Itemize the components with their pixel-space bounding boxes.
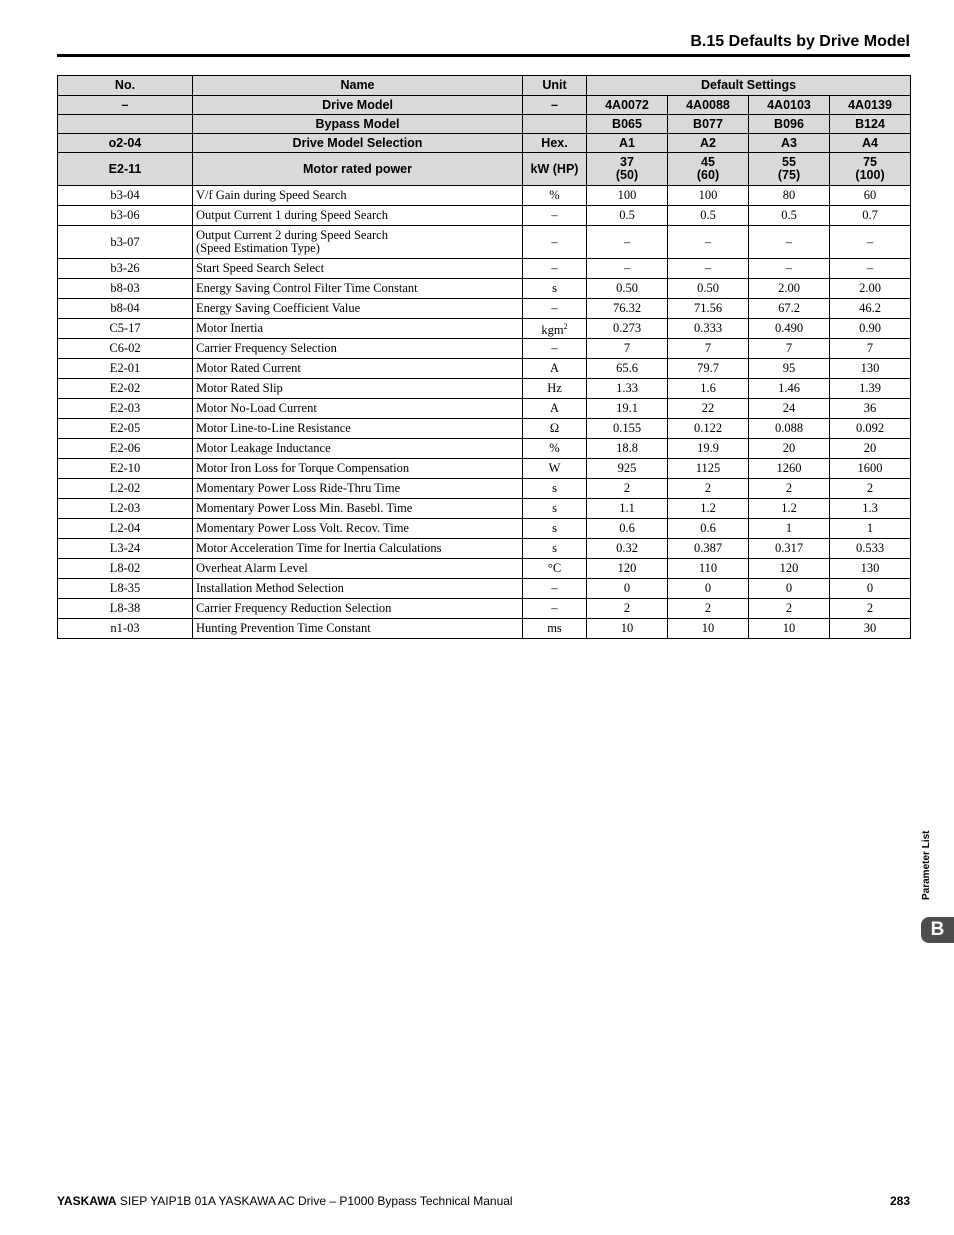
param-default-value: 0.122 xyxy=(668,419,749,439)
bypass-model-value: B065 xyxy=(587,115,668,134)
param-unit xyxy=(523,299,587,319)
param-unit-text: A xyxy=(549,361,560,375)
table-row xyxy=(58,259,911,279)
col-header-defaults: Default Settings xyxy=(587,76,911,96)
param-default-value: – xyxy=(668,226,749,259)
param-unit-text: ms xyxy=(547,621,562,635)
param-name-line: Motor Rated Slip xyxy=(196,381,283,395)
param-unit xyxy=(523,319,587,339)
param-default-value: 2 xyxy=(668,599,749,619)
param-no: L2-04 xyxy=(58,519,193,539)
param-name-line: Momentary Power Loss Volt. Recov. Time xyxy=(196,521,409,535)
param-default-value: 0.32 xyxy=(587,539,668,559)
param-default-value: 2 xyxy=(749,479,830,499)
table-row xyxy=(58,419,911,439)
param-default-value: 0.50 xyxy=(587,279,668,299)
param-name xyxy=(193,619,523,639)
param-default-value: 2 xyxy=(587,479,668,499)
param-default-value: 60 xyxy=(830,186,911,206)
rated-power-hp: (50) xyxy=(615,168,639,182)
param-name-line: V/f Gain during Speed Search xyxy=(196,188,347,202)
param-name xyxy=(193,379,523,399)
rated-power-value xyxy=(668,153,749,186)
param-no: b3-07 xyxy=(58,226,193,259)
param-no: b3-04 xyxy=(58,186,193,206)
param-default-value: 0.317 xyxy=(749,539,830,559)
param-unit xyxy=(523,559,587,579)
param-default-value: 1.6 xyxy=(668,379,749,399)
table-row xyxy=(58,339,911,359)
param-name xyxy=(193,579,523,599)
table-row xyxy=(58,439,911,459)
param-default-value: 2 xyxy=(830,599,911,619)
param-default-value: 100 xyxy=(668,186,749,206)
rated-power-kw: 75 xyxy=(863,155,877,169)
model-selection-value: A4 xyxy=(830,134,911,153)
model-selection-value: A3 xyxy=(749,134,830,153)
param-default-value: 1125 xyxy=(668,459,749,479)
param-unit-text: % xyxy=(549,188,560,202)
table-row xyxy=(58,279,911,299)
param-default-value: 0.490 xyxy=(749,319,830,339)
drive-model-value: 4A0139 xyxy=(830,96,911,115)
param-name-line: Installation Method Selection xyxy=(196,581,344,595)
param-name xyxy=(193,599,523,619)
param-default-value: 0.273 xyxy=(587,319,668,339)
rated-power-kw: 37 xyxy=(620,155,634,169)
param-default-value: – xyxy=(587,226,668,259)
param-default-value: 130 xyxy=(830,359,911,379)
param-default-value: 95 xyxy=(749,359,830,379)
table-row xyxy=(58,226,911,259)
table-row xyxy=(58,399,911,419)
param-default-value: 0 xyxy=(668,579,749,599)
param-default-value: 2 xyxy=(830,479,911,499)
param-unit-text: A xyxy=(549,401,560,415)
param-default-value: – xyxy=(830,259,911,279)
param-default-value: 67.2 xyxy=(749,299,830,319)
param-default-value: 1.2 xyxy=(668,499,749,519)
param-unit-text: s xyxy=(552,521,557,535)
param-default-value: 2.00 xyxy=(749,279,830,299)
footer-brand: YASKAWA xyxy=(57,1194,117,1208)
param-unit-text: % xyxy=(549,441,560,455)
param-default-value: 36 xyxy=(830,399,911,419)
table-row xyxy=(58,379,911,399)
param-default-value: 10 xyxy=(749,619,830,639)
param-no: L8-38 xyxy=(58,599,193,619)
param-unit-text: s xyxy=(552,481,557,495)
param-unit-text: W xyxy=(548,461,561,475)
param-default-value: 2 xyxy=(749,599,830,619)
param-default-value: 30 xyxy=(830,619,911,639)
param-unit-text: Hz xyxy=(547,381,562,395)
table-row xyxy=(58,479,911,499)
table-row xyxy=(58,299,911,319)
param-name xyxy=(193,479,523,499)
col-header-name: Name xyxy=(193,76,523,96)
side-section-label: Parameter List xyxy=(921,830,932,900)
param-unit-superscript: 2 xyxy=(563,321,568,331)
param-default-value: 0.90 xyxy=(830,319,911,339)
param-default-value: 925 xyxy=(587,459,668,479)
param-default-value: 7 xyxy=(668,339,749,359)
page-number: 283 xyxy=(889,1194,910,1208)
param-unit xyxy=(523,339,587,359)
param-name-line: Motor Iron Loss for Torque Compensation xyxy=(196,461,410,475)
footer xyxy=(57,1194,910,1208)
model-selection-label: Drive Model Selection xyxy=(193,134,523,153)
param-default-value: 0.7 xyxy=(830,206,911,226)
rated-power-no: E2-11 xyxy=(58,153,193,186)
section-title: B.15 Defaults by Drive Model xyxy=(690,33,910,50)
bypass-model-value: B077 xyxy=(668,115,749,134)
param-unit-text: s xyxy=(552,501,557,515)
param-default-value: 0.092 xyxy=(830,419,911,439)
table-row xyxy=(58,559,911,579)
param-default-value: 0.088 xyxy=(749,419,830,439)
param-name-line: Motor No-Load Current xyxy=(196,401,317,415)
param-default-value: 1260 xyxy=(749,459,830,479)
table-row xyxy=(58,359,911,379)
side-tab: B xyxy=(921,917,954,943)
param-name xyxy=(193,319,523,339)
bypass-model-no xyxy=(58,115,193,134)
model-selection-value: A1 xyxy=(587,134,668,153)
param-default-value: 1.1 xyxy=(587,499,668,519)
param-default-value: 76.32 xyxy=(587,299,668,319)
param-default-value: 1.2 xyxy=(749,499,830,519)
param-name-line: Carrier Frequency Selection xyxy=(196,341,337,355)
param-no: L8-35 xyxy=(58,579,193,599)
param-default-value: 7 xyxy=(587,339,668,359)
param-unit xyxy=(523,259,587,279)
param-no: C5-17 xyxy=(58,319,193,339)
rated-power-hp: (75) xyxy=(777,168,801,182)
rated-power-hp: (60) xyxy=(696,168,720,182)
param-no: C6-02 xyxy=(58,339,193,359)
param-unit xyxy=(523,439,587,459)
param-name-line: (Speed Estimation Type) xyxy=(196,241,320,255)
param-no: E2-06 xyxy=(58,439,193,459)
param-unit xyxy=(523,459,587,479)
footer-text: SIEP YAIP1B 01A YASKAWA AC Drive – P1000 Bypass Technical Manual xyxy=(116,1194,513,1208)
param-default-value: 2 xyxy=(587,599,668,619)
param-unit xyxy=(523,226,587,259)
param-default-value: 0 xyxy=(830,579,911,599)
param-unit xyxy=(523,619,587,639)
param-default-value: 10 xyxy=(587,619,668,639)
rated-power-value xyxy=(587,153,668,186)
param-name-line: Output Current 1 during Speed Search xyxy=(196,208,388,222)
param-name xyxy=(193,499,523,519)
param-default-value: 0.155 xyxy=(587,419,668,439)
param-unit-text: °C xyxy=(547,561,562,575)
param-default-value: 0.5 xyxy=(587,206,668,226)
param-default-value: 1 xyxy=(830,519,911,539)
param-default-value: 10 xyxy=(668,619,749,639)
param-no: b3-06 xyxy=(58,206,193,226)
param-default-value: 1.46 xyxy=(749,379,830,399)
param-default-value: 1.33 xyxy=(587,379,668,399)
model-selection-row xyxy=(58,134,911,153)
param-unit xyxy=(523,539,587,559)
param-default-value: 0.6 xyxy=(668,519,749,539)
param-unit xyxy=(523,399,587,419)
param-default-value: 65.6 xyxy=(587,359,668,379)
param-no: L2-02 xyxy=(58,479,193,499)
param-no: E2-10 xyxy=(58,459,193,479)
parameter-table-body xyxy=(58,76,911,639)
param-unit-text: – xyxy=(551,601,558,615)
param-default-value: 0.5 xyxy=(668,206,749,226)
param-default-value: 2.00 xyxy=(830,279,911,299)
param-default-value: 0.333 xyxy=(668,319,749,339)
param-default-value: 130 xyxy=(830,559,911,579)
param-unit xyxy=(523,499,587,519)
param-name-line: Overheat Alarm Level xyxy=(196,561,308,575)
param-no: L2-03 xyxy=(58,499,193,519)
param-name xyxy=(193,419,523,439)
rated-power-kw: 55 xyxy=(782,155,796,169)
param-unit-text: – xyxy=(551,234,558,249)
param-no: b8-03 xyxy=(58,279,193,299)
param-default-value: 71.56 xyxy=(668,299,749,319)
param-name-line: Motor Rated Current xyxy=(196,361,301,375)
param-default-value: 0 xyxy=(749,579,830,599)
param-name xyxy=(193,259,523,279)
param-unit xyxy=(523,599,587,619)
param-name xyxy=(193,439,523,459)
bypass-model-label: Bypass Model xyxy=(193,115,523,134)
param-unit xyxy=(523,379,587,399)
param-no: b3-26 xyxy=(58,259,193,279)
param-default-value: – xyxy=(749,259,830,279)
param-unit-text: – xyxy=(551,341,558,355)
param-name xyxy=(193,459,523,479)
rated-power-row xyxy=(58,153,911,186)
param-unit xyxy=(523,419,587,439)
param-default-value: 1.3 xyxy=(830,499,911,519)
param-name-line: Carrier Frequency Reduction Selection xyxy=(196,601,392,615)
param-name-line: Motor Line-to-Line Resistance xyxy=(196,421,351,435)
drive-model-value: 4A0072 xyxy=(587,96,668,115)
table-row xyxy=(58,599,911,619)
param-name xyxy=(193,226,523,259)
col-header-no: No. xyxy=(58,76,193,96)
param-name-line: Momentary Power Loss Ride-Thru Time xyxy=(196,481,401,495)
param-unit xyxy=(523,206,587,226)
param-default-value: 19.1 xyxy=(587,399,668,419)
table-row xyxy=(58,619,911,639)
table-row xyxy=(58,186,911,206)
drive-model-row xyxy=(58,96,911,115)
param-default-value: 80 xyxy=(749,186,830,206)
param-default-value: 24 xyxy=(749,399,830,419)
param-default-value: 120 xyxy=(749,559,830,579)
param-name xyxy=(193,519,523,539)
param-name xyxy=(193,559,523,579)
drive-model-value: 4A0088 xyxy=(668,96,749,115)
param-name xyxy=(193,399,523,419)
param-unit xyxy=(523,359,587,379)
param-no: b8-04 xyxy=(58,299,193,319)
param-name-line: Motor Inertia xyxy=(196,321,263,335)
param-default-value: 0.387 xyxy=(668,539,749,559)
param-default-value: 0.6 xyxy=(587,519,668,539)
param-default-value: 20 xyxy=(830,439,911,459)
param-unit xyxy=(523,479,587,499)
param-no: E2-03 xyxy=(58,399,193,419)
param-unit xyxy=(523,186,587,206)
param-name-line: Energy Saving Control Filter Time Constant xyxy=(196,281,418,295)
param-name xyxy=(193,299,523,319)
param-name-line: Motor Leakage Inductance xyxy=(196,441,331,455)
param-name-line: Energy Saving Coefficient Value xyxy=(196,301,361,315)
col-header-unit: Unit xyxy=(523,76,587,96)
param-no: L3-24 xyxy=(58,539,193,559)
param-default-value: 0.5 xyxy=(749,206,830,226)
bypass-model-value: B096 xyxy=(749,115,830,134)
param-name-line: Motor Acceleration Time for Inertia Calculations xyxy=(196,541,442,555)
param-unit-text: – xyxy=(551,208,558,222)
bypass-model-row xyxy=(58,115,911,134)
param-name xyxy=(193,539,523,559)
drive-model-no: – xyxy=(58,96,193,115)
param-default-value: 110 xyxy=(668,559,749,579)
param-unit-text: s xyxy=(552,281,557,295)
table-row xyxy=(58,499,911,519)
bypass-model-value: B124 xyxy=(830,115,911,134)
param-unit-text: s xyxy=(552,541,557,555)
param-no: L8-02 xyxy=(58,559,193,579)
param-name xyxy=(193,206,523,226)
param-default-value: – xyxy=(587,259,668,279)
param-default-value: 120 xyxy=(587,559,668,579)
param-default-value: 18.8 xyxy=(587,439,668,459)
param-name-line: Momentary Power Loss Min. Basebl. Time xyxy=(196,501,413,515)
rated-power-value xyxy=(749,153,830,186)
param-default-value: 7 xyxy=(830,339,911,359)
param-default-value: 1 xyxy=(749,519,830,539)
param-unit-text: Ω xyxy=(549,421,560,435)
param-name-line: Hunting Prevention Time Constant xyxy=(196,621,371,635)
param-default-value: 22 xyxy=(668,399,749,419)
param-default-value: 7 xyxy=(749,339,830,359)
param-unit-text: – xyxy=(551,261,558,275)
param-name xyxy=(193,359,523,379)
param-default-value: 1.39 xyxy=(830,379,911,399)
model-selection-no: o2-04 xyxy=(58,134,193,153)
param-name-line: Output Current 2 during Speed Search xyxy=(196,228,388,242)
param-default-value: – xyxy=(749,226,830,259)
param-default-value: 100 xyxy=(587,186,668,206)
param-default-value: – xyxy=(668,259,749,279)
param-no: E2-01 xyxy=(58,359,193,379)
table-row xyxy=(58,579,911,599)
model-selection-unit: Hex. xyxy=(523,134,587,153)
param-unit-text: – xyxy=(551,301,558,315)
param-default-value: – xyxy=(830,226,911,259)
rated-power-label: Motor rated power xyxy=(193,153,523,186)
param-default-value: 2 xyxy=(668,479,749,499)
table-header-row xyxy=(58,76,911,96)
param-default-value: 0 xyxy=(587,579,668,599)
header-rule xyxy=(57,54,910,57)
param-unit xyxy=(523,279,587,299)
drive-model-value: 4A0103 xyxy=(749,96,830,115)
model-selection-value: A2 xyxy=(668,134,749,153)
param-name xyxy=(193,279,523,299)
table-row xyxy=(58,519,911,539)
bypass-model-unit xyxy=(523,115,587,134)
param-name-line: Start Speed Search Select xyxy=(196,261,325,275)
param-no: n1-03 xyxy=(58,619,193,639)
rated-power-hp: (100) xyxy=(855,168,885,182)
param-default-value: 0.533 xyxy=(830,539,911,559)
drive-model-label: Drive Model xyxy=(193,96,523,115)
rated-power-value xyxy=(830,153,911,186)
param-default-value: 46.2 xyxy=(830,299,911,319)
param-unit-text: kgm xyxy=(541,323,564,338)
param-no: E2-02 xyxy=(58,379,193,399)
param-name xyxy=(193,186,523,206)
rated-power-unit: kW (HP) xyxy=(523,153,587,186)
drive-model-unit: – xyxy=(523,96,587,115)
param-unit xyxy=(523,579,587,599)
table-row xyxy=(58,319,911,339)
table-row xyxy=(58,459,911,479)
param-default-value: 0.50 xyxy=(668,279,749,299)
param-default-value: 19.9 xyxy=(668,439,749,459)
table-row xyxy=(58,206,911,226)
param-default-value: 1600 xyxy=(830,459,911,479)
param-unit-text: – xyxy=(551,581,558,595)
param-unit xyxy=(523,519,587,539)
param-name xyxy=(193,339,523,359)
table-row xyxy=(58,539,911,559)
rated-power-kw: 45 xyxy=(701,155,715,169)
param-default-value: 20 xyxy=(749,439,830,459)
parameter-table xyxy=(57,75,911,639)
param-default-value: 79.7 xyxy=(668,359,749,379)
param-no: E2-05 xyxy=(58,419,193,439)
